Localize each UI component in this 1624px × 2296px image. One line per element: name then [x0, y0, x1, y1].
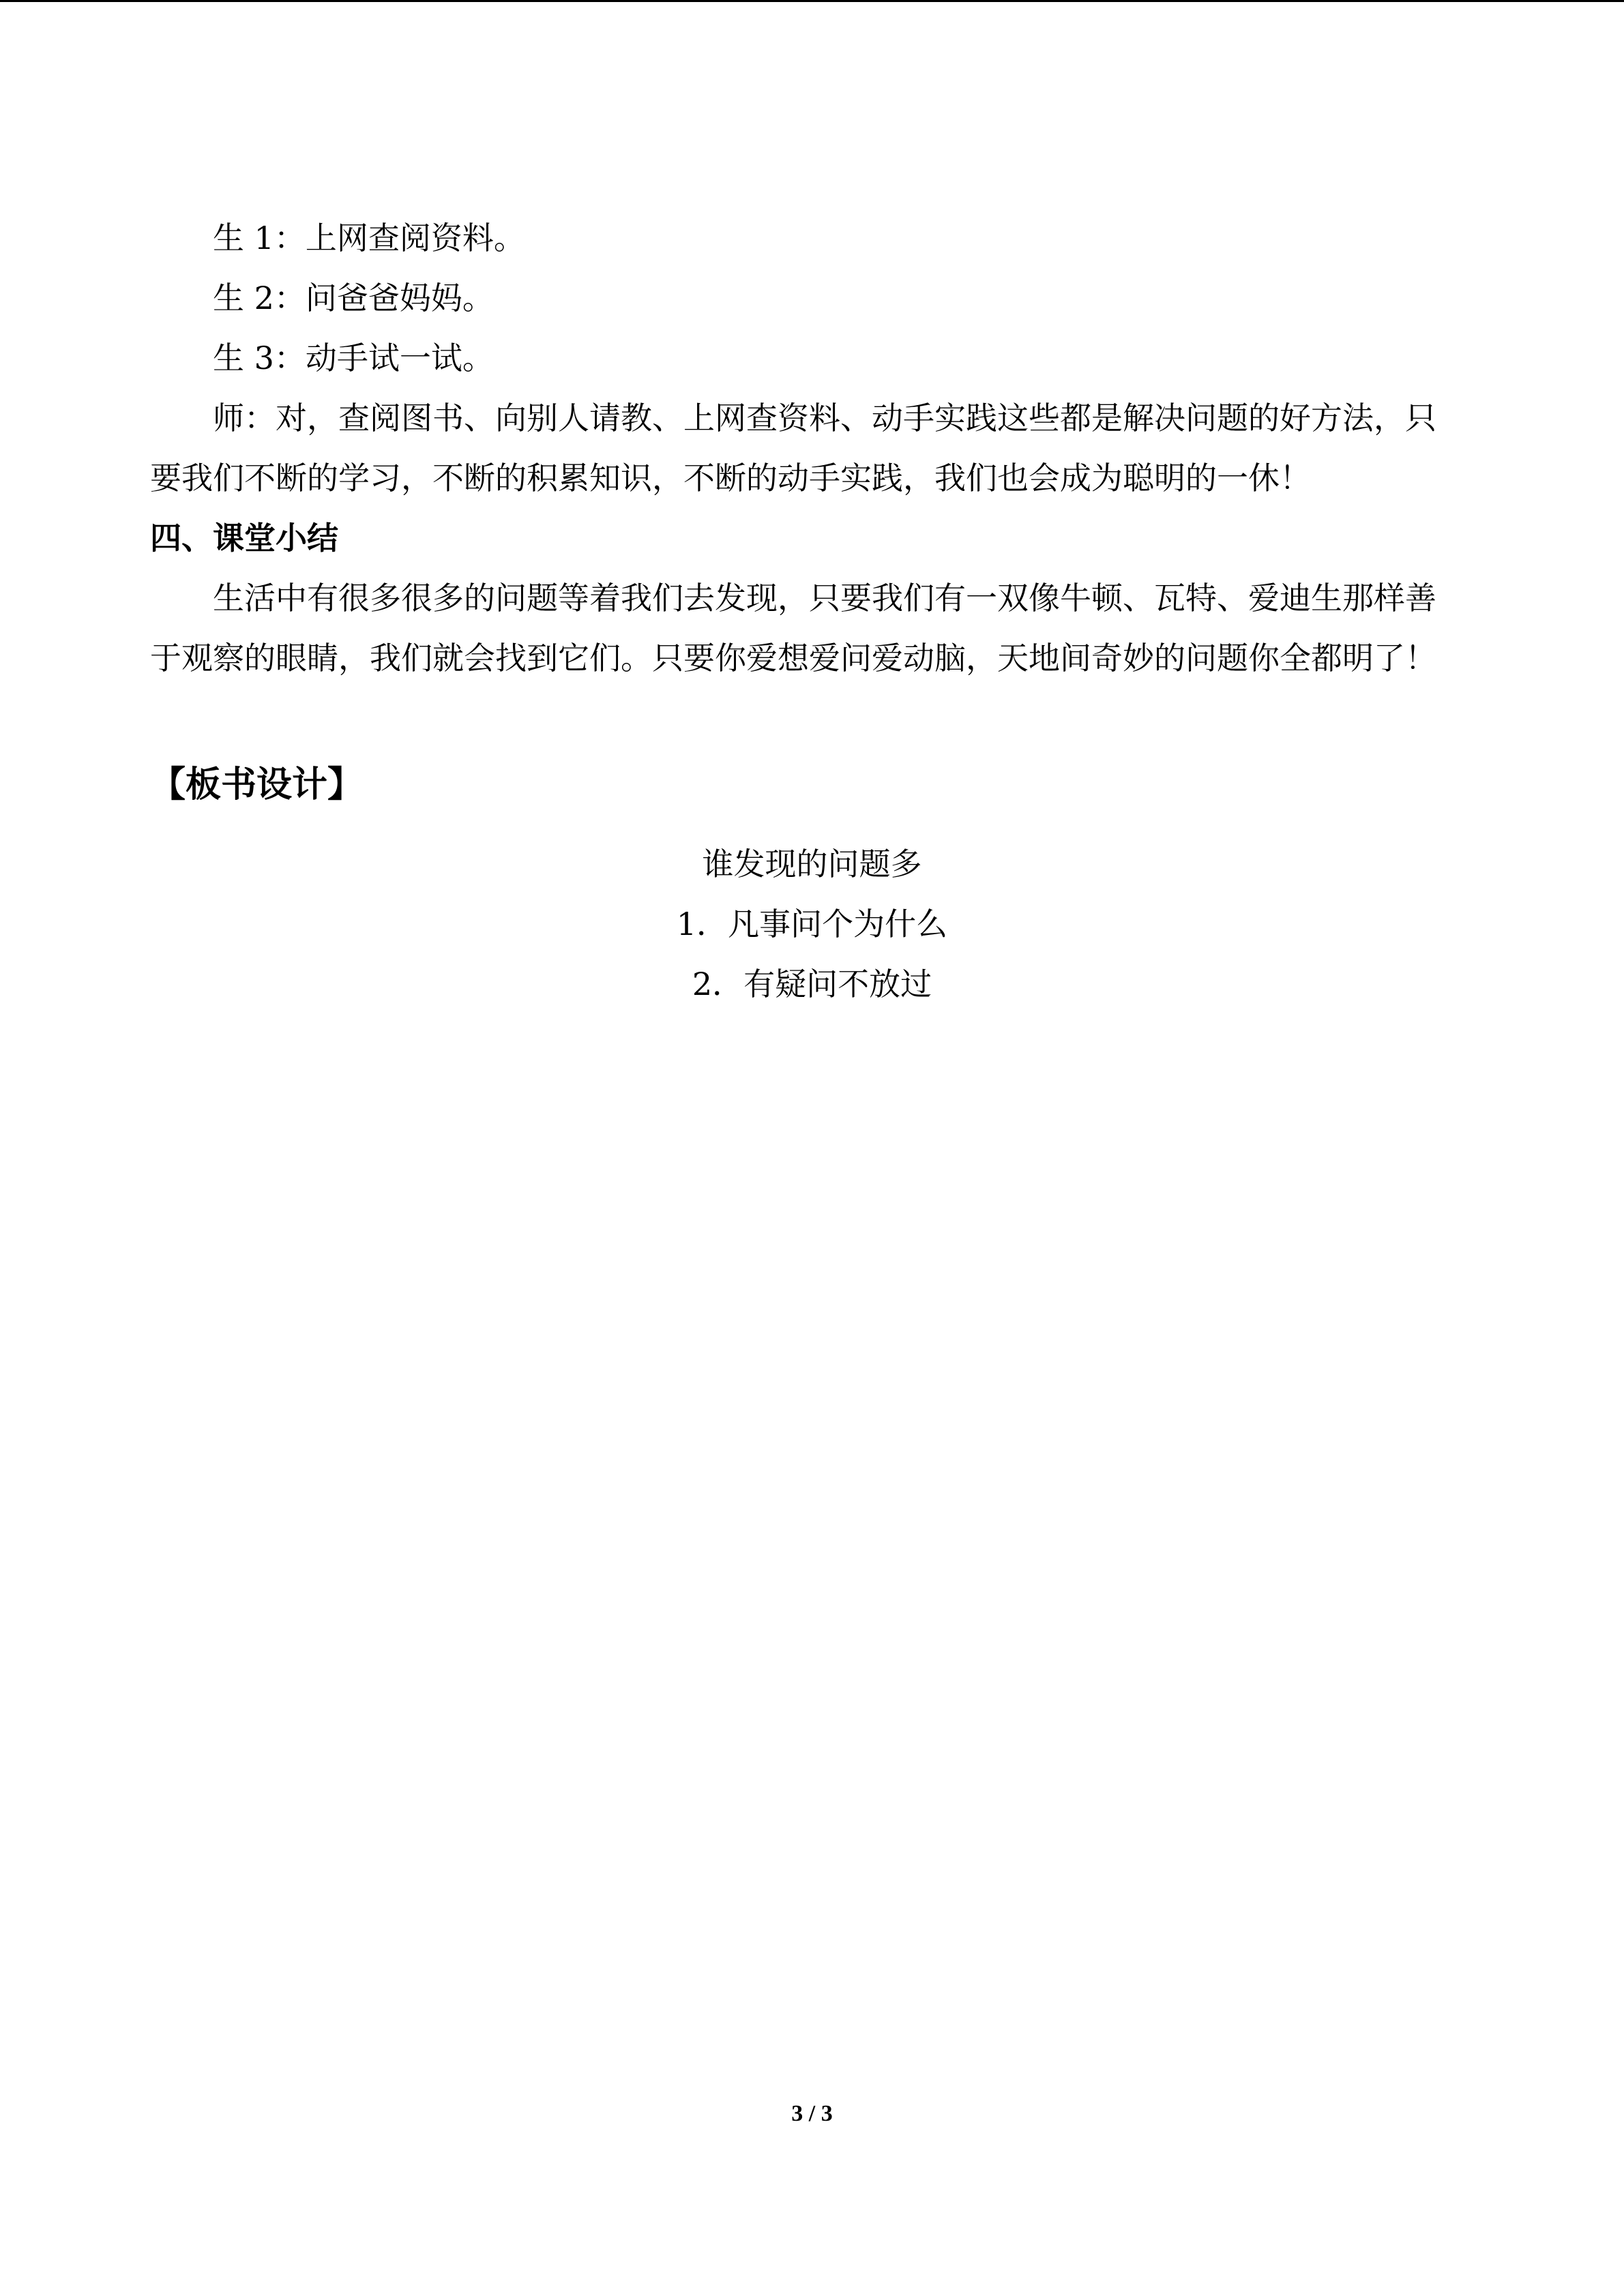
teacher-line: 师：对，查阅图书、向别人请教、上网查资料、动手实践这些都是解决问题的好方法，只要我们不断的学习，不断的积累知识，不断的动手实践，我们也会成为聪明的一休！ — [150, 400, 1436, 496]
dialogue-section — [150, 208, 1460, 688]
student-1-line: 生 1：上网查阅资料。 — [213, 220, 525, 256]
student-2-line: 生 2：问爸爸妈妈。 — [213, 280, 494, 316]
student-3-line: 生 3：动手试一试。 — [213, 340, 494, 376]
board-design — [0, 834, 1624, 1014]
board-title: 谁发现的问题多 — [702, 846, 922, 882]
summary-heading: 四、课堂小结 — [150, 520, 338, 556]
page-number: 3 / 3 — [791, 2101, 833, 2126]
board-item-2: 2．有疑问不放过 — [692, 966, 932, 1002]
board-item-1: 1．凡事问个为什么 — [676, 906, 948, 942]
board-design-heading: 【板书设计】 — [150, 764, 364, 805]
summary-paragraph: 生活中有很多很多的问题等着我们去发现，只要我们有一双像牛顿、瓦特、爱迪生那样善于观察的眼睛，我们就会找到它们。只要你爱想爱问爱动脑，天地间奇妙的问题你全都明了！ — [150, 580, 1436, 676]
